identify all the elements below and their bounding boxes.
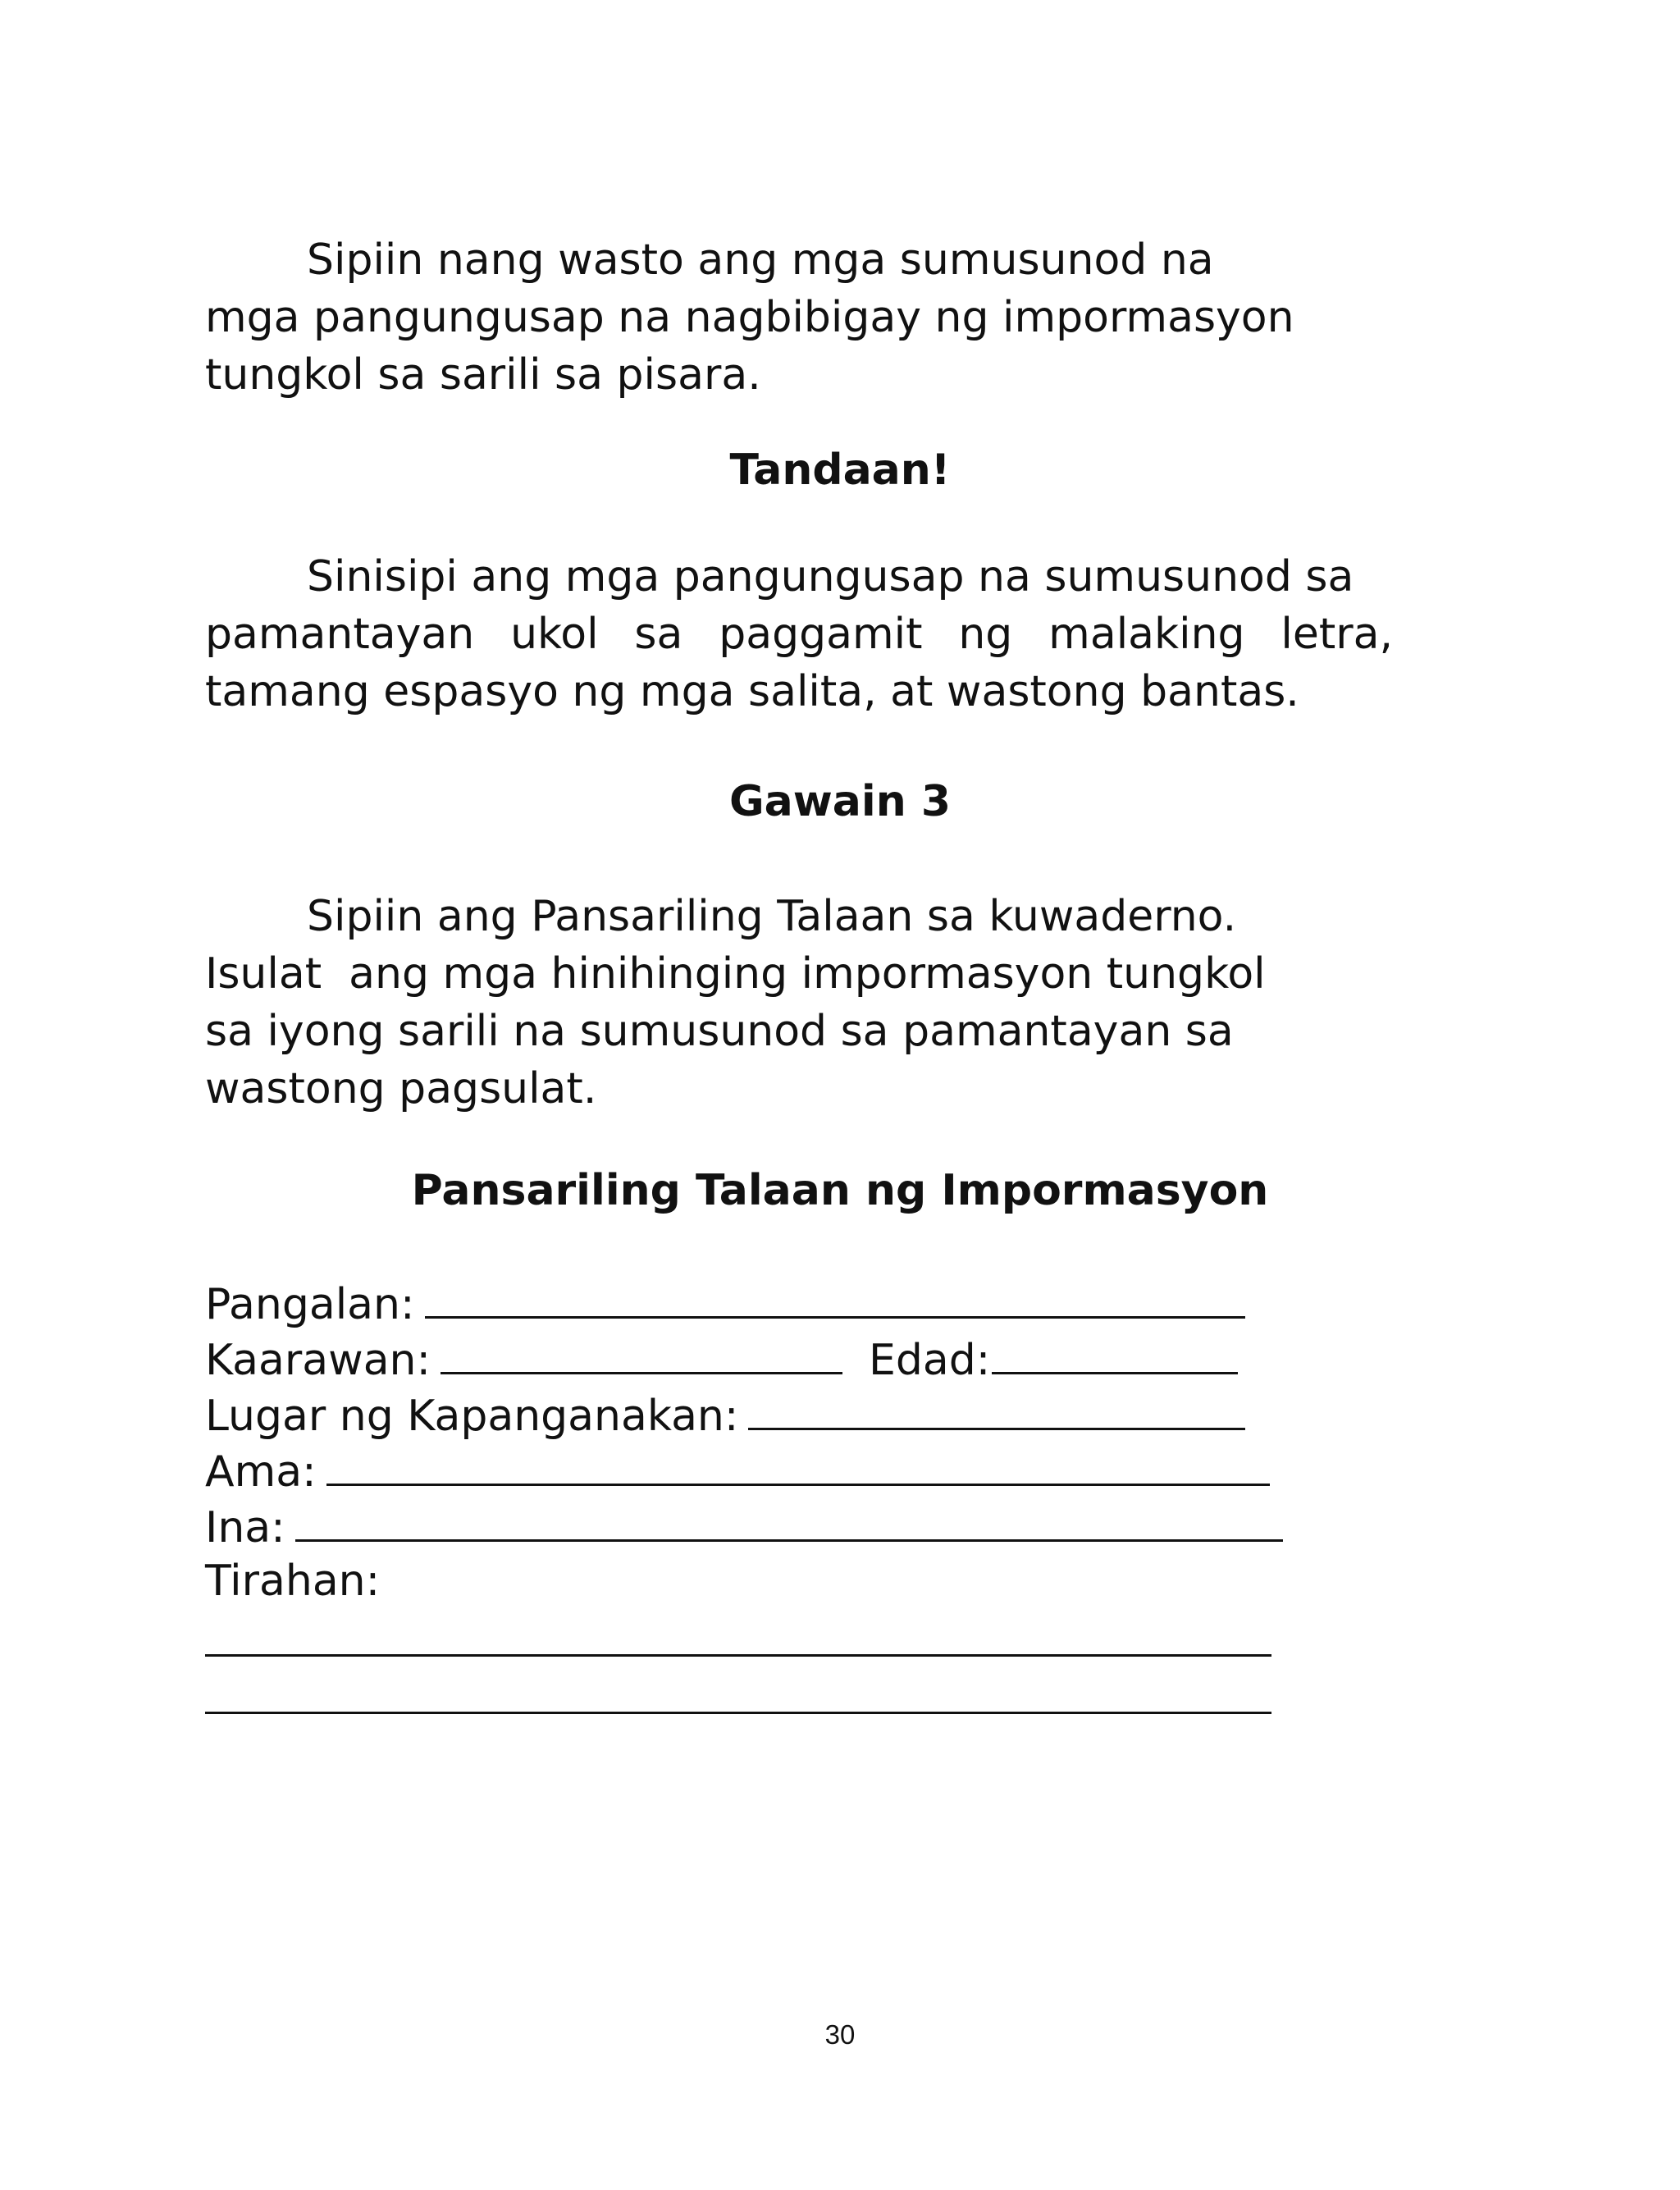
tirahan-blank-1[interactable] — [205, 1654, 1271, 1657]
tandaan-word: ukol — [510, 610, 599, 659]
tandaan-line-1: Sinisipi ang mga pangungusap na sumusunod sa — [307, 552, 1354, 601]
tirahan-label: Tirahan: — [205, 1557, 381, 1606]
ama-row — [205, 1441, 1270, 1498]
gawain-line-4: wastong pagsulat. — [205, 1064, 597, 1113]
intro-line-3: tungkol sa sarili sa pisara. — [205, 350, 761, 400]
pangalan-blank[interactable] — [425, 1273, 1245, 1319]
kaarawan-blank[interactable] — [441, 1329, 842, 1374]
tandaan-word: malaking — [1048, 610, 1245, 659]
ama-blank[interactable] — [326, 1441, 1270, 1486]
tandaan-word: paggamit — [719, 610, 923, 659]
form-title: Pansariling Talaan ng Impormasyon — [411, 1166, 1269, 1215]
gawain-line-2: Isulat ang mga hinihinging impormasyon tungkol — [205, 949, 1266, 999]
kaarawan-row — [205, 1329, 1238, 1387]
tandaan-word: ng — [958, 610, 1013, 659]
edad-blank[interactable] — [992, 1329, 1238, 1374]
tandaan-heading: Tandaan! — [729, 446, 951, 495]
gawain-paragraph — [205, 888, 1403, 1118]
ina-label: Ina: — [205, 1503, 285, 1552]
gawain-line-1: Sipiin ang Pansariling Talaan sa kuwaderno. — [307, 892, 1237, 941]
tandaan-word: letra, — [1281, 610, 1393, 659]
gawain-heading: Gawain 3 — [728, 777, 952, 826]
ina-blank[interactable] — [295, 1497, 1283, 1542]
lugar-row — [205, 1385, 1245, 1442]
tirahan-row — [205, 1552, 380, 1610]
tandaan-line-3: tamang espasyo ng mga salita, at wastong bantas. — [205, 667, 1299, 716]
page-number: 30 — [824, 2019, 856, 2050]
kaarawan-label: Kaarawan: — [205, 1336, 431, 1385]
ama-label: Ama: — [205, 1447, 317, 1497]
lugar-blank[interactable] — [748, 1385, 1245, 1430]
intro-line-2: mga pangungusap na nagbibigay ng impormasyon — [205, 293, 1294, 342]
tandaan-line-2 — [205, 606, 1393, 663]
edad-label: Edad: — [869, 1336, 991, 1385]
tirahan-blank-2[interactable] — [205, 1712, 1271, 1714]
tandaan-word: pamantayan — [205, 610, 475, 659]
ina-row — [205, 1497, 1283, 1554]
tandaan-word: sa — [634, 610, 683, 659]
pangalan-row — [205, 1273, 1245, 1331]
pangalan-label: Pangalan: — [205, 1280, 415, 1329]
gawain-line-3: sa iyong sarili na sumusunod sa pamantayan sa — [205, 1007, 1234, 1056]
intro-paragraph — [205, 231, 1403, 404]
lugar-label: Lugar ng Kapanganakan: — [205, 1392, 739, 1441]
intro-line-1: Sipiin nang wasto ang mga sumusunod na — [307, 235, 1214, 285]
tandaan-paragraph — [205, 548, 1403, 720]
